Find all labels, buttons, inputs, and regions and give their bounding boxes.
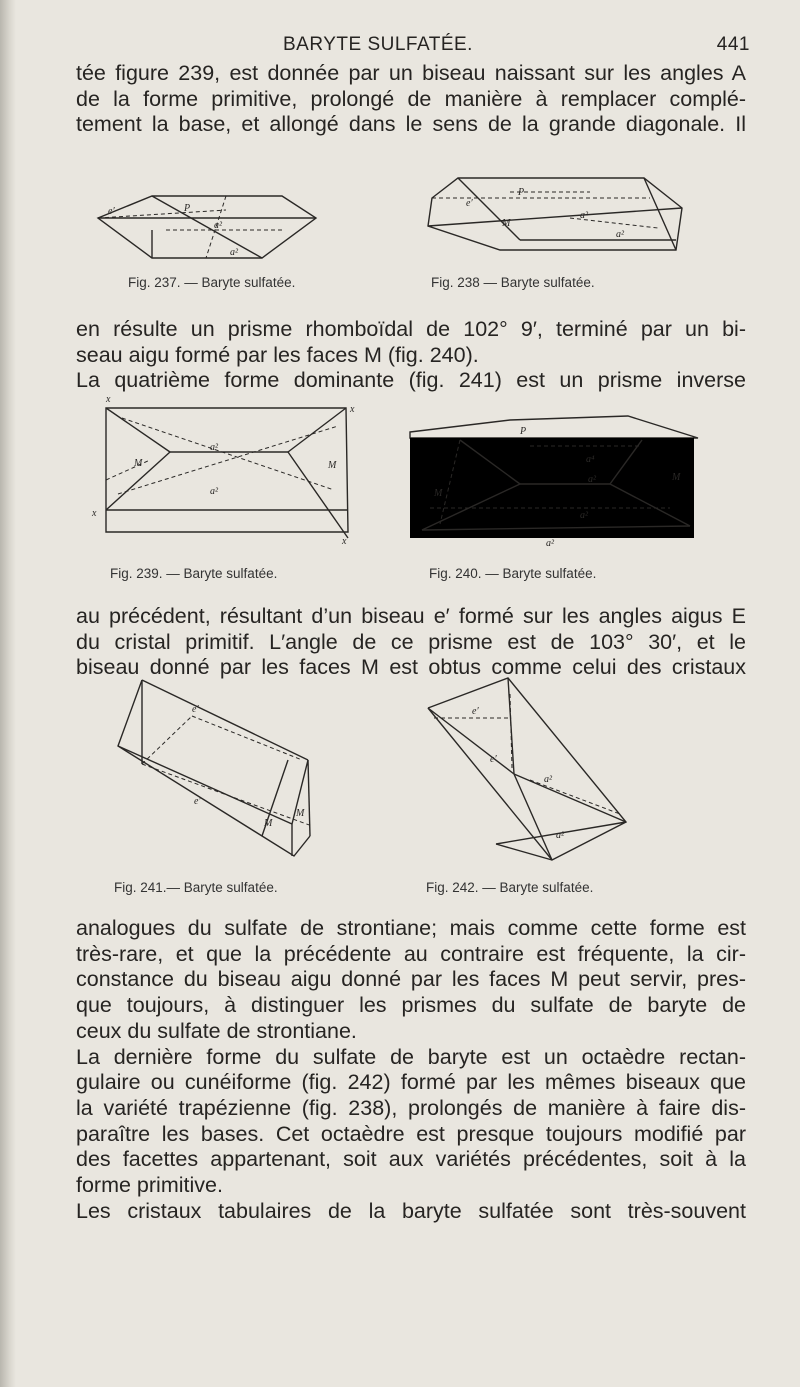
fig238-edge xyxy=(428,208,682,226)
text-line: des facettes appartenant, soit aux variétés précédentes, soit à la xyxy=(76,1147,746,1172)
fig242-edge xyxy=(496,844,552,860)
text-line: analogues du sulfate de strontiane; mais comme cette forme est xyxy=(76,916,746,940)
fig237-label: P xyxy=(184,203,191,214)
fig238-label: e′ xyxy=(466,198,473,209)
figure-237-drawing xyxy=(86,168,326,263)
fig241-label: e′ xyxy=(194,796,201,807)
figure-239-drawing xyxy=(78,390,370,550)
text-line: paraître les bases. Cet octaèdre est presque toujours modifié par xyxy=(76,1121,746,1146)
fig237-label: a² xyxy=(214,220,222,231)
text-line: du cristal primitif. L′angle de ce prisme est de 103° 30′, et le xyxy=(76,629,746,654)
figure-240-caption: Fig. 240. — Baryte sulfatée. xyxy=(429,566,597,581)
text-line: gulaire ou cunéiforme (fig. 242) formé par les mêmes biseaux que xyxy=(76,1070,746,1095)
text-line: en résulte un prisme rhomboïdal de 102° 9′, terminé par un bi- xyxy=(76,317,746,341)
fig242-label: a² xyxy=(544,774,552,785)
fig238-outline xyxy=(428,178,682,250)
fig242-edge xyxy=(508,678,514,774)
text-line: forme primitive. xyxy=(76,1173,223,1198)
figure-238-caption: Fig. 238 — Baryte sulfatée. xyxy=(431,275,595,290)
fig242-label: e′ xyxy=(472,706,479,717)
fig238-label: a² xyxy=(616,229,624,240)
text-line: très-rare, et que la précédente au contraire est fréquente, la cir- xyxy=(76,941,746,966)
figure-241-caption: Fig. 241.— Baryte sulfatée. xyxy=(114,880,278,895)
fig239-hidden-edge xyxy=(122,418,334,490)
fig241-edge xyxy=(118,746,292,824)
fig239-label: x xyxy=(106,394,111,405)
figure-239-caption: Fig. 239. — Baryte sulfatée. xyxy=(110,566,278,581)
fig240-outline xyxy=(410,438,694,538)
fig239-outline xyxy=(106,408,348,532)
text-line: au précédent, résultant d’un biseau e′ formé sur les angles aigus E xyxy=(76,604,746,628)
text-line: constance du biseau aigu donné par les faces M peut servir, pres- xyxy=(76,967,746,992)
text-line: La quatrième forme dominante (fig. 241) est un prisme inverse xyxy=(76,368,746,393)
page-number: 441 xyxy=(716,34,750,55)
fig240-label: a⁴ xyxy=(586,454,595,465)
text-line: que toujours, à distinguer les prismes du sulfate de baryte de xyxy=(76,993,746,1018)
fig242-outline xyxy=(428,678,626,860)
figure-237-caption: Fig. 237. — Baryte sulfatée. xyxy=(128,275,296,290)
text-line: de la forme primitive, prolongé de manière à remplacer complé- xyxy=(76,86,746,111)
fig239-label: x xyxy=(342,536,347,547)
fig237-edge xyxy=(152,196,262,258)
fig240-label: a² xyxy=(588,474,596,485)
fig242-edge xyxy=(514,774,552,860)
running-head-title: BARYTE SULFATÉE. xyxy=(283,34,473,55)
text-line: ceux du sulfate de strontiane. xyxy=(76,1018,357,1043)
fig242-edge xyxy=(514,774,626,822)
fig242-label: a² xyxy=(556,830,564,841)
fig238-label: P xyxy=(518,187,525,198)
figure-241-drawing xyxy=(112,676,328,876)
fig239-label: M xyxy=(134,458,143,469)
text-line: la variété trapézienne (fig. 238), prolongés de manière à faire dis- xyxy=(76,1095,746,1120)
fig241-edge xyxy=(142,680,308,760)
fig239-edge xyxy=(106,408,170,452)
fig241-hidden-edge xyxy=(192,716,302,760)
fig240-label: a² xyxy=(546,538,554,549)
paragraph-3 xyxy=(76,604,746,681)
paragraph-1 xyxy=(76,61,746,138)
fig240-label: a² xyxy=(580,510,588,521)
fig237-label: a² xyxy=(230,247,238,258)
figure-242-caption: Fig. 242. — Baryte sulfatée. xyxy=(426,880,594,895)
fig242-label: e′ xyxy=(490,754,497,765)
fig240-label: P xyxy=(520,426,527,437)
text-line: seau aigu formé par les faces M (fig. 240). xyxy=(76,342,479,367)
fig238-label: a² xyxy=(580,210,588,221)
fig238-edge xyxy=(644,178,676,250)
fig241-label: M xyxy=(296,808,305,819)
text-line: Les cristaux tabulaires de la baryte sulfatée sont très-souvent xyxy=(76,1198,746,1223)
fig242-hidden-edge xyxy=(530,780,620,814)
fig240-top-face xyxy=(410,416,698,438)
text-line: La dernière forme du sulfate de baryte est un octaèdre rectan- xyxy=(76,1044,746,1069)
text-line: tée figure 239, est donnée par un biseau naissant sur les angles A xyxy=(76,61,746,85)
fig237-hidden-edge xyxy=(98,210,226,218)
figure-240-drawing xyxy=(400,390,700,550)
fig239-label: a² xyxy=(210,442,218,453)
fig237-label: e′ xyxy=(108,206,115,217)
fig241-label: e′ xyxy=(192,704,199,715)
figure-242-drawing xyxy=(420,674,636,874)
fig239-label: M xyxy=(328,460,337,471)
fig238-label: M xyxy=(502,218,511,229)
fig240-label: M xyxy=(434,488,443,499)
fig241-outline xyxy=(118,680,310,856)
fig238-edge xyxy=(458,178,520,240)
fig239-label: x xyxy=(92,508,97,519)
text-line: biseau donné par les faces M est obtus comme celui des cristaux xyxy=(76,655,746,680)
fig240-label: M xyxy=(672,472,681,483)
fig239-hidden-edge xyxy=(118,426,338,494)
fig239-label: a² xyxy=(210,486,218,497)
fig239-label: x xyxy=(350,404,355,415)
fig239-edge xyxy=(288,452,348,538)
paragraph-2 xyxy=(76,317,746,394)
paragraph-4 xyxy=(76,916,746,1224)
text-line: tement la base, et allongé dans le sens de la grande diagonale. Il xyxy=(76,112,746,137)
fig239-edge xyxy=(288,408,346,452)
fig241-hidden-edge xyxy=(142,716,192,764)
fig241-label: M xyxy=(264,818,273,829)
figure-238-drawing xyxy=(420,168,688,268)
